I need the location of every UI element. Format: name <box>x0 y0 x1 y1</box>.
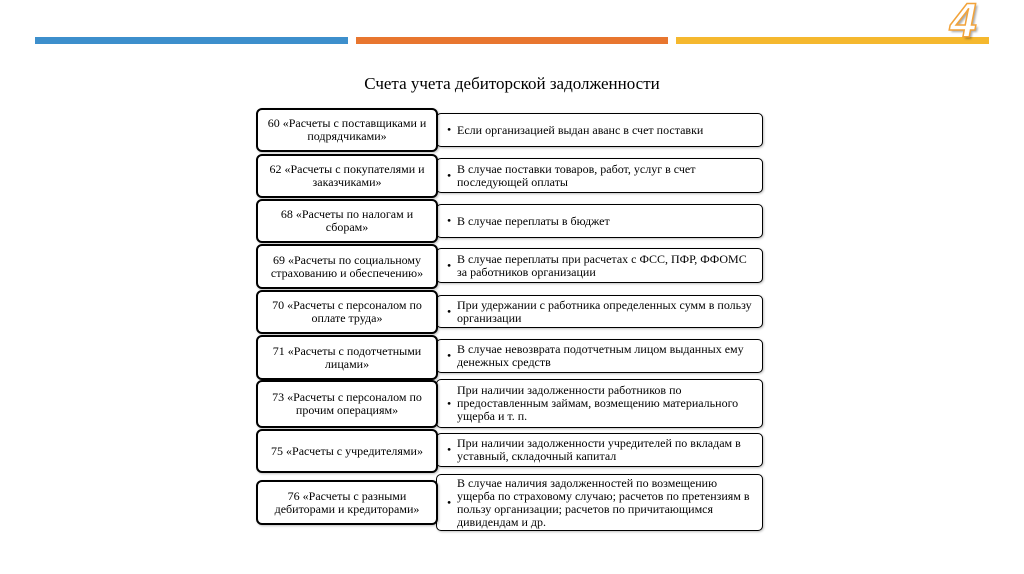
account-box: 70 «Расчеты с персоналом по оплате труда» <box>256 290 438 334</box>
description-box <box>436 113 763 147</box>
description-text: При удержании с работника определенных сумм в пользу организации <box>457 297 752 325</box>
bullet-icon: • <box>447 122 452 137</box>
description-box <box>436 204 763 238</box>
description-text: В случае переплаты при расчетах с ФСС, ПФР, ФФОМС за работников организации <box>457 251 747 279</box>
account-box: 71 «Расчеты с подотчетными лицами» <box>256 335 438 380</box>
slide-number: 4 <box>950 0 977 48</box>
account-box: 69 «Расчеты по социальному страхованию и обеспечению» <box>256 244 438 289</box>
account-box: 60 «Расчеты с поставщиками и подрядчиками» <box>256 108 438 152</box>
description-text: Если организацией выдан аванс в счет поставки <box>457 122 704 137</box>
description-text: В случае поставки товаров, работ, услуг в счет последующей оплаты <box>457 161 696 189</box>
description-text: В случае наличия задолженностей по возмещению ущерба по страховому случаю; расчетов по претензиям в пользу организации; расчетов по причитающимся дивидендам и др. <box>457 475 750 529</box>
bullet-icon: • <box>447 348 452 363</box>
header-bar-blue <box>35 37 348 44</box>
description-box <box>436 248 763 283</box>
description-box <box>436 474 763 531</box>
account-box: 62 «Расчеты с покупателями и заказчиками» <box>256 154 438 198</box>
description-box <box>436 158 763 193</box>
bullet-icon: • <box>447 495 452 509</box>
account-box: 73 «Расчеты с персоналом по прочим операциям» <box>256 380 438 428</box>
bullet-icon: • <box>447 396 452 410</box>
bullet-icon: • <box>447 168 452 182</box>
description-text: В случае переплаты в бюджет <box>457 213 610 228</box>
account-box: 76 «Расчеты с разными дебиторами и кредиторами» <box>256 480 438 525</box>
bullet-icon: • <box>447 258 452 272</box>
description-text: При наличии задолженности работников по предоставленным займам, возмещению материального ущерба и т. п. <box>457 383 739 423</box>
description-text: При наличии задолженности учредителей по вкладам в уставный, складочный капитал <box>457 436 741 463</box>
description-text: В случае невозврата подотчетным лицом выданных ему денежных средств <box>457 342 744 369</box>
account-box: 75 «Расчеты с учредителями» <box>256 429 438 473</box>
bullet-icon: • <box>447 304 452 318</box>
slide-title: Счета учета дебиторской задолженности <box>364 74 660 93</box>
description-box <box>436 339 763 373</box>
description-box <box>436 433 763 467</box>
description-box <box>436 295 763 328</box>
description-box <box>436 379 763 428</box>
bullet-icon: • <box>447 213 452 228</box>
header-bar-orange <box>356 37 668 44</box>
header-bar-yellow <box>676 37 989 44</box>
bullet-icon: • <box>447 442 452 457</box>
account-box: 68 «Расчеты по налогам и сборам» <box>256 199 438 243</box>
